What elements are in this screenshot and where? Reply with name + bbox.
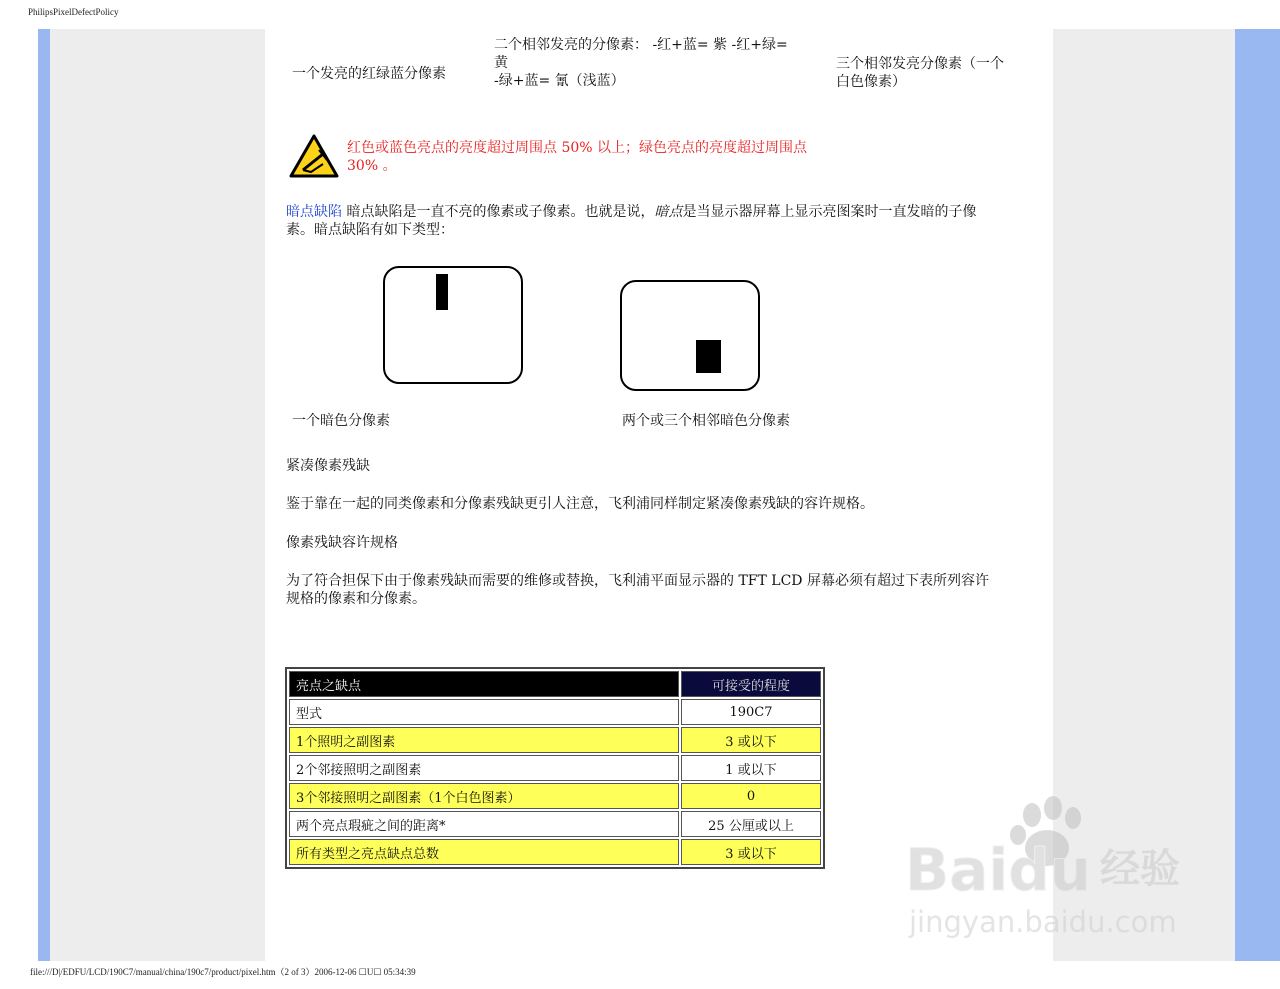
table-header-row xyxy=(289,671,821,697)
table-row xyxy=(289,839,821,865)
table-row xyxy=(289,755,821,781)
dark-subpixel-mark xyxy=(436,274,448,310)
cluster-text: 鉴于靠在一起的同类像素和分像素残缺更引人注意，飞利浦同样制定紧凑像素残缺的容许规格。 xyxy=(286,496,874,512)
adjacent-dark-subpixel-diagram xyxy=(620,280,760,391)
tolerance-text-line2: 规格的像素和分像素。 xyxy=(286,591,426,607)
dark-one-caption: 一个暗色分像素 xyxy=(292,413,390,429)
table-row xyxy=(289,811,821,837)
table-row xyxy=(289,783,821,809)
dark-dot-text-b: 是当显示器屏幕上显示亮图案时一直发暗的子像 xyxy=(682,204,977,220)
right-accent-band xyxy=(1235,29,1280,961)
dark-dot-text-a: 暗点缺陷是一直不亮的像素或子像素。也就是说， xyxy=(342,204,655,220)
bright-two-caption-line3: -绿+蓝= 氰（浅蓝） xyxy=(494,73,625,89)
table-cell-value: 3 或以下 xyxy=(681,727,821,753)
table-header-defect: 亮点之缺点 xyxy=(289,671,679,697)
table-cell-value: 0 xyxy=(681,783,821,809)
cluster-title: 紧凑像素残缺 xyxy=(286,458,370,474)
watermark-brand: Baidu xyxy=(905,836,1092,904)
dark-dot-paragraph xyxy=(286,203,976,221)
bright-three-caption-line1: 三个相邻发亮分像素（一个 xyxy=(836,56,1004,72)
dark-dot-link[interactable]: 暗点缺陷 xyxy=(286,204,342,220)
dark-subpixel-block xyxy=(696,340,721,373)
dark-dot-italic: 暗点 xyxy=(654,204,683,220)
table-cell-label: 型式 xyxy=(289,699,679,725)
dark-two-caption: 两个或三个相邻暗色分像素 xyxy=(622,413,790,429)
warning-text-line2: 30% 。 xyxy=(347,158,397,174)
table-cell-label: 两个亮点瑕疵之间的距离* xyxy=(289,811,679,837)
table-cell-value: 1 或以下 xyxy=(681,755,821,781)
single-dark-subpixel-diagram xyxy=(383,266,523,384)
watermark-url: jingyan.baidu.com xyxy=(909,905,1177,939)
table-cell-label: 1个照明之副图素 xyxy=(289,727,679,753)
tolerance-title: 像素残缺容许规格 xyxy=(286,535,398,551)
table-cell-value: 3 或以下 xyxy=(681,839,821,865)
tolerance-text-line1: 为了符合担保下由于像素残缺而需要的维修或替换，飞利浦平面显示器的 TFT LCD 屏幕必须有超过下表所列容许 xyxy=(286,573,989,589)
tolerance-table xyxy=(285,667,825,869)
table-header-acceptable: 可接受的程度 xyxy=(681,671,821,697)
page-header: PhilipsPixelDefectPolicy xyxy=(28,7,119,17)
watermark-brand-cn: 经验 xyxy=(1100,846,1180,892)
table-cell-label: 3个邻接照明之副图素（1个白色图素） xyxy=(289,783,679,809)
table-row xyxy=(289,727,821,753)
bright-three-caption-line2: 白色像素） xyxy=(836,74,906,90)
table-cell-value: 25 公厘或以上 xyxy=(681,811,821,837)
dark-dot-paragraph-line2: 素。暗点缺陷有如下类型： xyxy=(286,222,454,238)
left-accent-band xyxy=(38,29,50,961)
baidu-jingyan-watermark xyxy=(905,790,1205,940)
left-side-panel xyxy=(50,29,265,961)
table-cell-label: 2个邻接照明之副图素 xyxy=(289,755,679,781)
warning-icon xyxy=(289,134,339,178)
bright-one-caption: 一个发亮的红绿蓝分像素 xyxy=(292,66,446,82)
table-row xyxy=(289,699,821,725)
page-footer: file:///D|/EDFU/LCD/190C7/manual/china/190c7/product/pixel.htm（2 of 3）2006-12-06 ☐U☐ 05:34:39 xyxy=(30,967,416,977)
bright-two-caption-line1: 二个相邻发亮的分像素： -红+蓝= 紫 -红+绿= xyxy=(494,37,788,53)
bright-two-caption-line2: 黄 xyxy=(494,55,508,71)
warning-text-line1: 红色或蓝色亮点的亮度超过周围点 50% 以上；绿色亮点的亮度超过周围点 xyxy=(347,140,808,156)
table-cell-label: 所有类型之亮点缺点总数 xyxy=(289,839,679,865)
table-cell-value: 190C7 xyxy=(681,699,821,725)
